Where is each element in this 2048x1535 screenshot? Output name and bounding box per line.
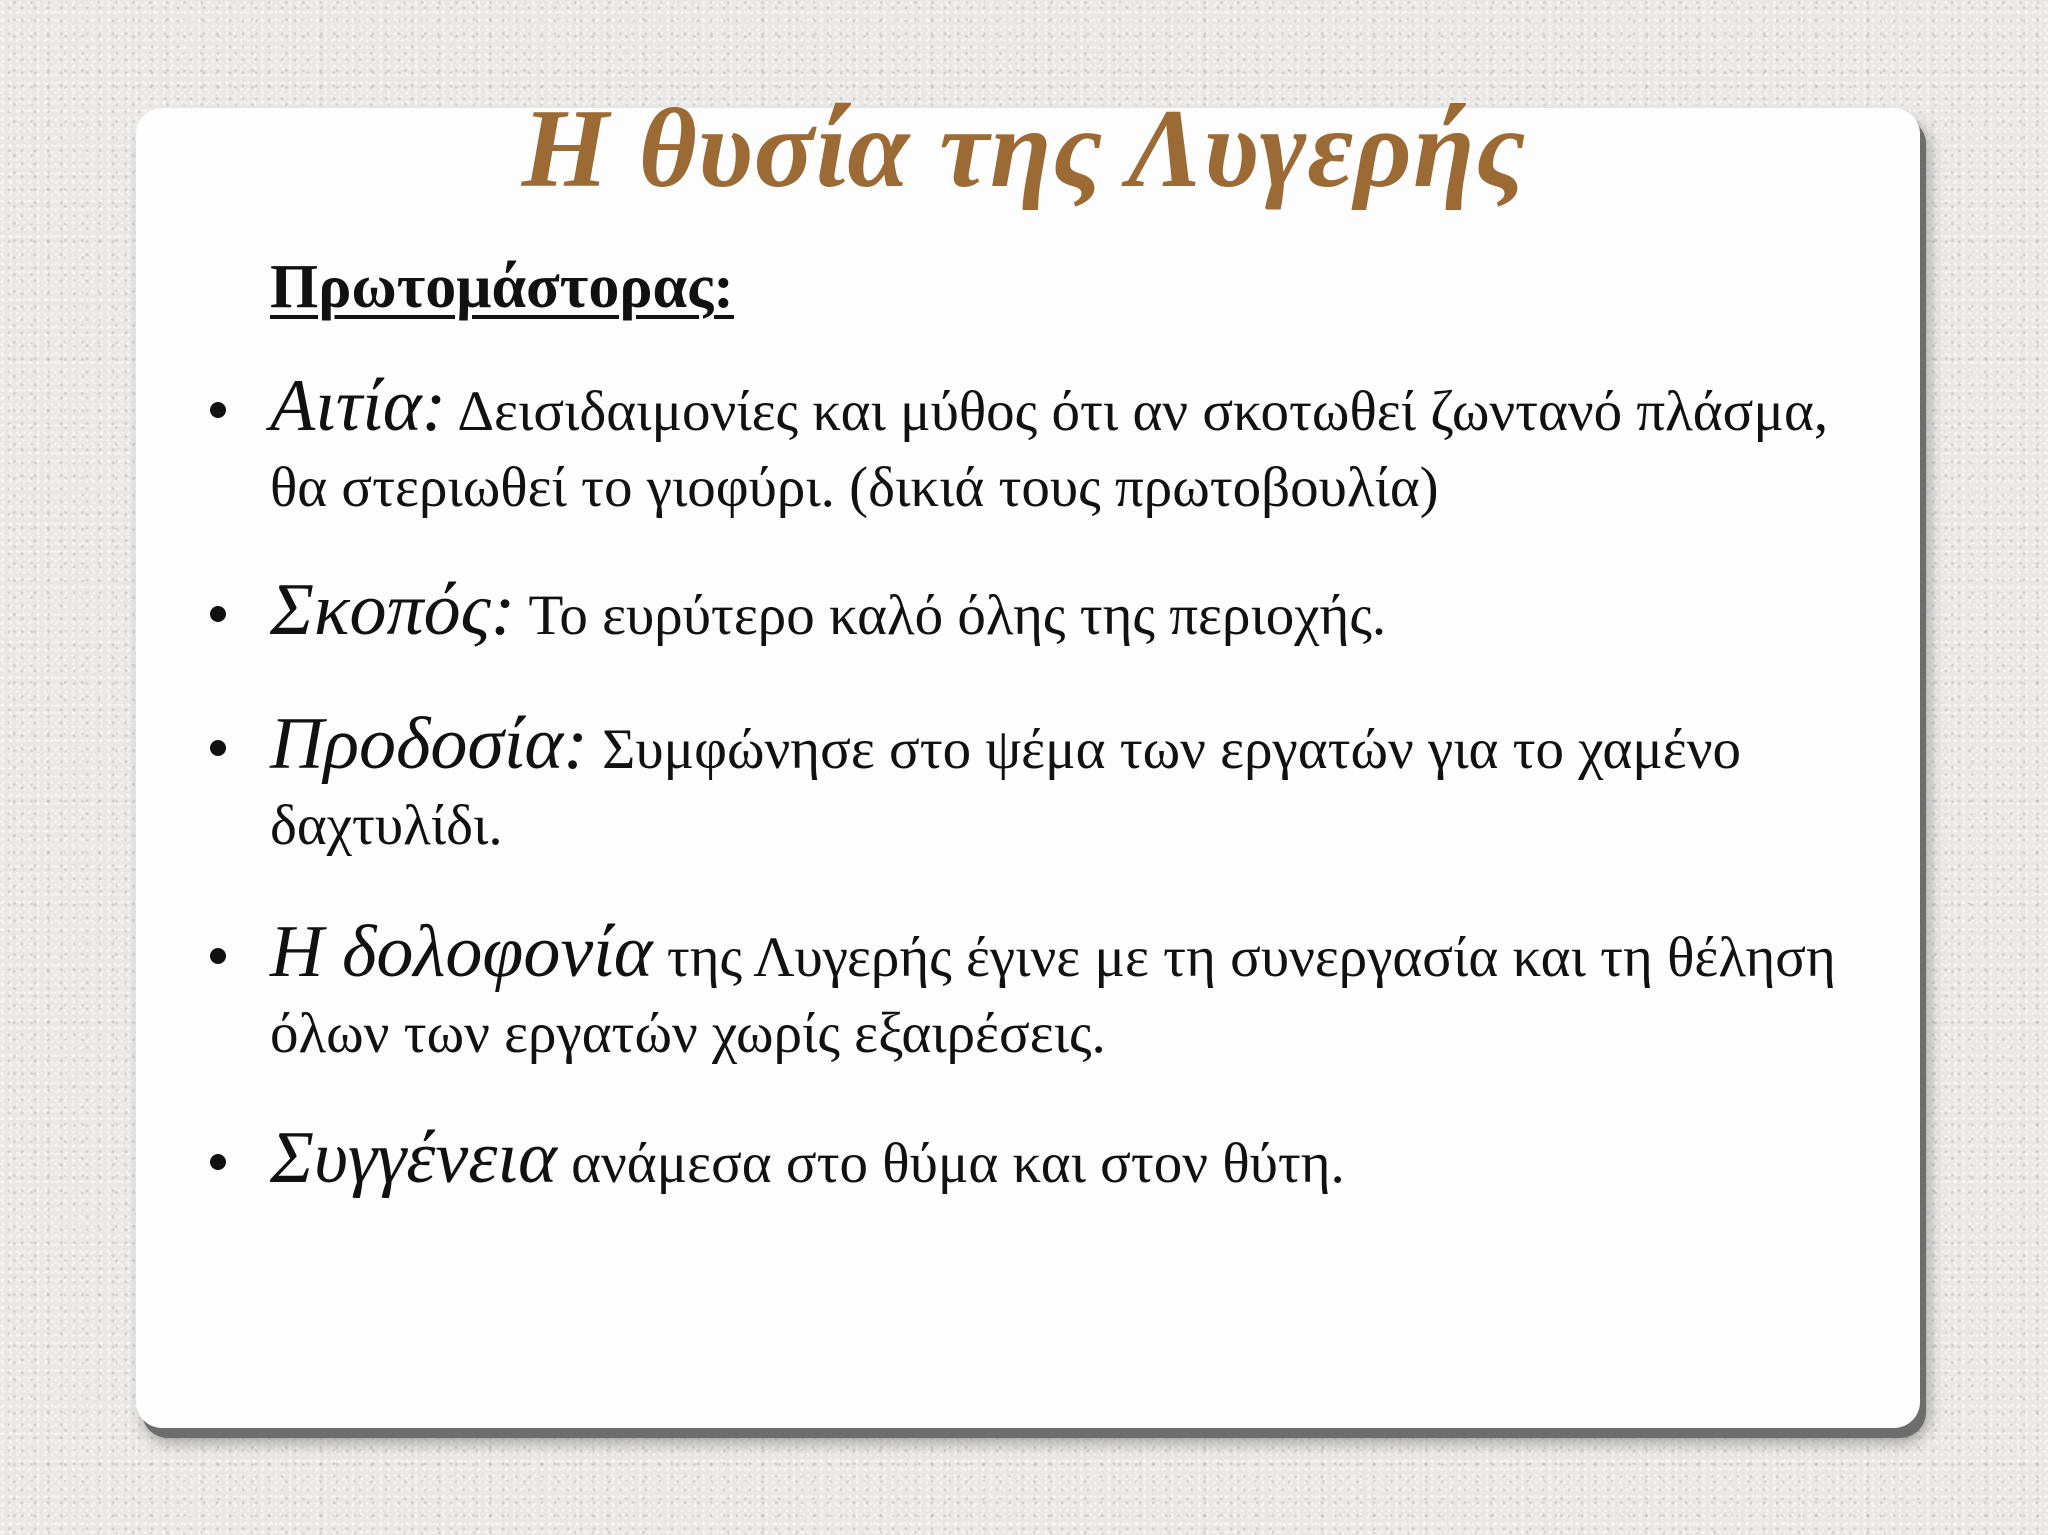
section-heading: Πρωτομάστορας: <box>270 253 734 321</box>
bullet-text: της Λυγερής έγινε με τη συνεργασία και τη θέληση όλων των εργατών χωρίς εξαιρέσεις. <box>270 926 1836 1065</box>
bullet-lead: Προδοσία: <box>270 703 588 785</box>
bullet-item-murder <box>200 911 1880 1072</box>
bullet-dot-icon <box>210 948 226 964</box>
bullet-lead: Η δολοφονία <box>270 911 653 993</box>
bullet-lead: Συγγένεια <box>270 1117 557 1199</box>
bullet-lead: Αιτία: <box>270 365 447 447</box>
bullet-text: Συμφώνησε στο ψέμα των εργατών για το χαμένο δαχτυλίδι. <box>270 718 1741 857</box>
bullet-text: Δεισιδαιμονίες και μύθος ότι αν σκοτωθεί ζωντανό πλάσμα, θα στεριωθεί το γιοφύρι. (δικιά τους πρωτοβουλία) <box>270 380 1829 519</box>
bullet-text: ανάμεσα στο θύμα και στον θύτη. <box>556 1132 1345 1195</box>
bullet-dot-icon <box>210 606 226 622</box>
bullet-item-purpose <box>200 569 1880 654</box>
bullet-dot-icon <box>210 1154 226 1170</box>
bullet-text: Το ευρύτερο καλό όλης της περιοχής. <box>515 584 1387 647</box>
bullet-lead: Σκοπός: <box>270 569 516 651</box>
bullet-item-cause <box>200 365 1880 526</box>
bullet-dot-icon <box>210 740 226 756</box>
bullet-dot-icon <box>210 402 226 418</box>
bullet-item-kinship <box>200 1117 1880 1202</box>
bullet-list <box>200 365 1880 1248</box>
slide-title: Η θυσία της Λυγερής <box>521 87 1527 211</box>
bullet-item-betrayal <box>200 703 1880 864</box>
